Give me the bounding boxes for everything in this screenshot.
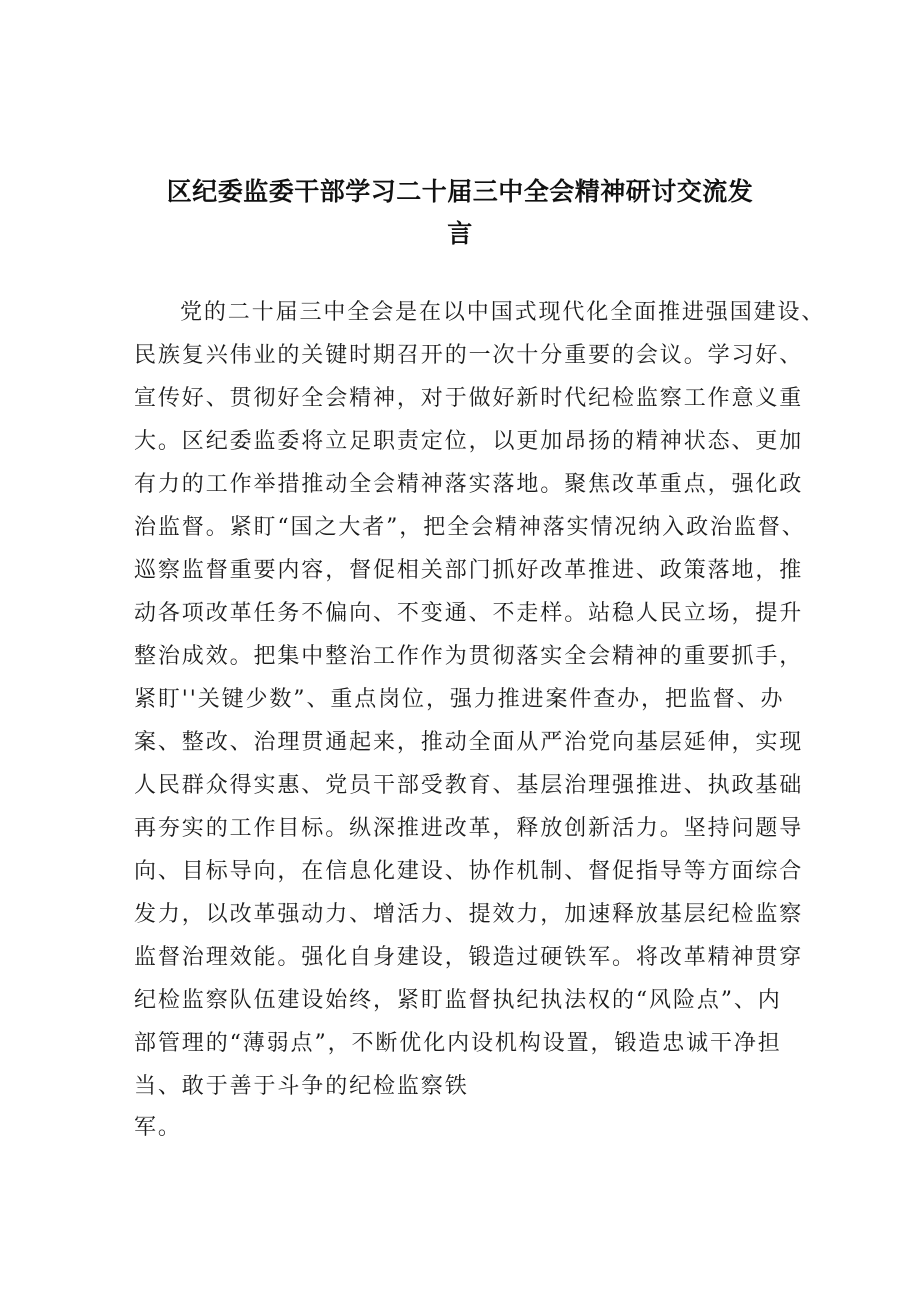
body-text-line: 宣传好、贯彻好全会精神，对于做好新时代纪检监察工作意义重 [134, 386, 804, 411]
body-text-line: 发力，以改革强动力、增活力、提效力，加速释放基层纪检监察 [134, 902, 804, 927]
body-text-line: 巡察监督重要内容，督促相关部门抓好改革推进、政策落地，推 [134, 558, 804, 583]
body-text-line: 军。 [134, 1115, 182, 1140]
body-text-line: 向、目标导向，在信息化建设、协作机制、督促指导等方面综合 [134, 859, 804, 884]
body-text-line: 党的二十届三中全会是在以中国式现代化全面推进强国建设、 [180, 300, 826, 325]
body-text-line: 纪检监察队伍建设始终，紧盯监督执纪执法权的“风险点”、内 [134, 988, 782, 1013]
body-text-line: 治监督。紧盯“国之大者”，把全会精神落实情况纳入政治监督、 [134, 515, 806, 540]
body-text-line: 动各项改革任务不偏向、不变通、不走样。站稳人民立场，提升 [134, 601, 804, 626]
body-text-line: 民族复兴伟业的关键时期召开的一次十分重要的会议。学习好、 [134, 343, 804, 368]
body-text-line: 监督治理效能。强化自身建设，锻造过硬铁军。将改革精神贯穿 [134, 945, 804, 970]
body-text-line: 紧盯''关键少数”、重点岗位，强力推进案件查办，把监督、办 [134, 687, 785, 712]
document-title-line-1: 区纪委监委干部学习二十届三中全会精神研讨交流发 [166, 177, 754, 206]
body-text-line: 整治成效。把集中整治工作作为贯彻落实全会精神的重要抓手， [134, 644, 804, 669]
body-text-line: 案、整改、治理贯通起来，推动全面从严治党向基层延伸，实现 [134, 730, 804, 755]
body-text-line: 人民群众得实惠、党员干部受教育、基层治理强推进、执政基础 [134, 773, 804, 798]
body-text-line: 有力的工作举措推动全会精神落实落地。聚焦改革重点，强化政 [134, 472, 804, 497]
body-text-line: 当、敢于善于斗争的纪检监察铁 [134, 1074, 469, 1099]
body-text-line: 再夯实的工作目标。纵深推进改革，释放创新活力。坚持问题导 [134, 816, 804, 841]
document-title-line-2: 言 [447, 219, 473, 248]
body-text-line: 部管理的“薄弱点”，不断优化内设机构设置，锻造忠诚干净担 [134, 1031, 782, 1056]
body-text-line: 大。区纪委监委将立足职责定位，以更加昂扬的精神状态、更加 [134, 429, 804, 454]
